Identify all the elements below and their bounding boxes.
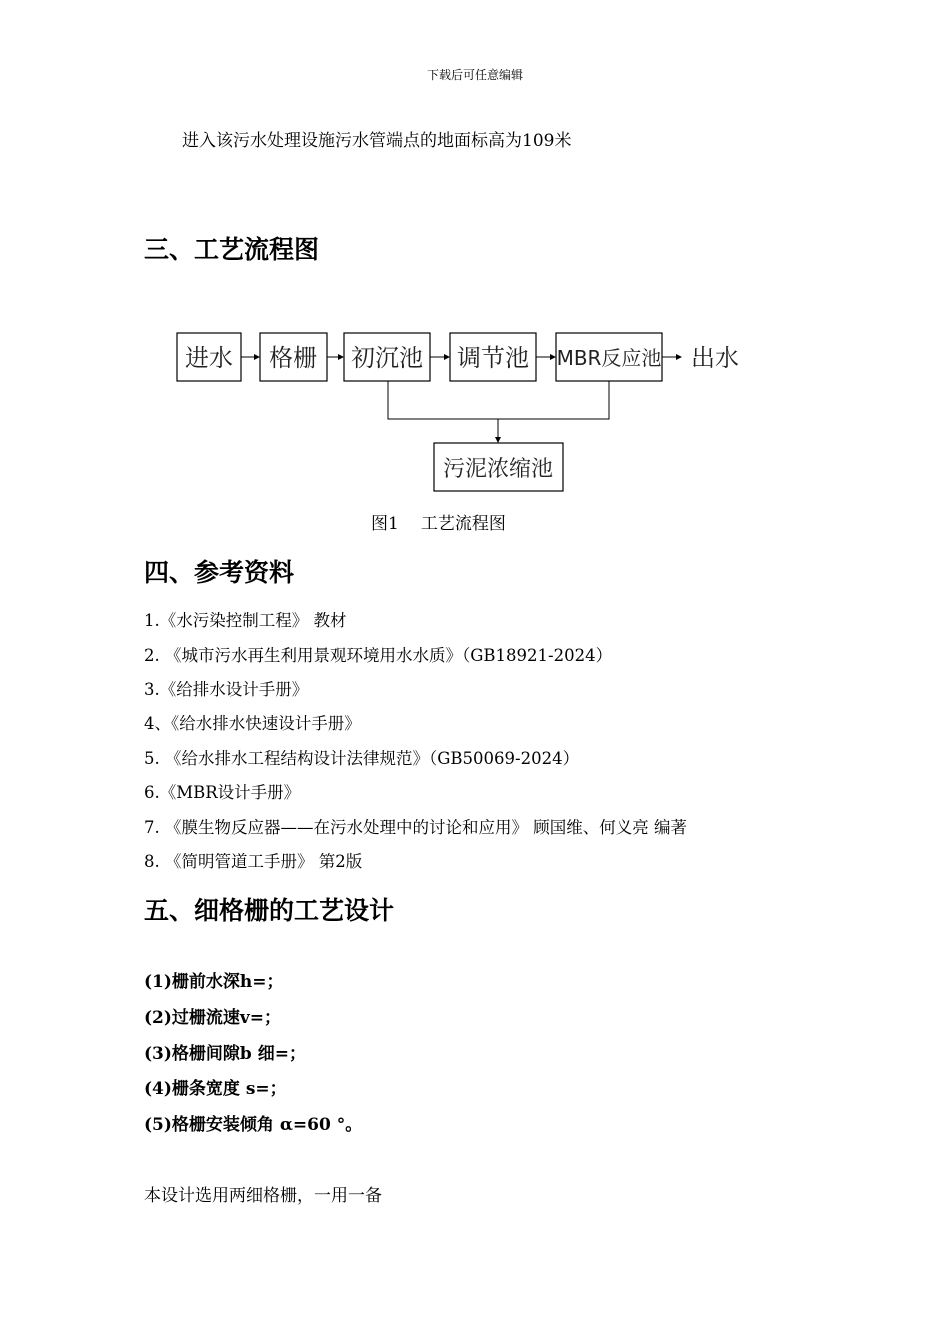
reference-item: 5. 《给水排水工程结构设计法律规范》（GB50069-2024） <box>144 749 580 768</box>
process-flow-diagram <box>160 320 780 500</box>
flow-label-outlet: 出水 <box>691 344 739 372</box>
reference-item: 1.《水污染控制工程》 教材 <box>144 611 347 630</box>
parameter-item: (3)格栅间隙b 细=； <box>144 1044 306 1064</box>
flow-label-mbr: MBR反应池 <box>556 346 662 370</box>
header-note: 下载后可任意编辑 <box>426 68 523 82</box>
reference-item: 4、《给水排水快速设计手册》 <box>144 714 361 733</box>
flow-label-sludge: 污泥浓缩池 <box>442 457 554 482</box>
parameter-item: (2)过栅流速v=； <box>144 1008 282 1028</box>
reference-item: 6.《MBR设计手册》 <box>144 783 301 802</box>
flow-label-inlet: 进水 <box>185 344 233 372</box>
figure-title: 工艺流程图 <box>420 514 506 534</box>
reference-item: 7. 《膜生物反应器——在污水处理中的讨论和应用》 顾国维、何义亮 编著 <box>144 818 687 837</box>
parameter-item: (1)栅前水深h=； <box>144 972 284 992</box>
flow-label-equalization: 调节池 <box>457 344 529 372</box>
section-heading-5: 五、细格栅的工艺设计 <box>144 896 395 925</box>
reference-item: 8. 《简明管道工手册》 第2版 <box>144 852 363 871</box>
figure-caption <box>371 509 506 534</box>
flow-label-primary: 初沉池 <box>351 344 423 372</box>
flow-label-screen: 格栅 <box>269 344 317 372</box>
section-heading-3: 三、工艺流程图 <box>144 235 320 264</box>
parameter-item: (5)格栅安装倾角 α=60 °。 <box>144 1115 363 1135</box>
reference-item: 2. 《城市污水再生利用景观环境用水水质》（GB18921-2024） <box>144 646 613 665</box>
sludge-collector-line <box>388 381 609 419</box>
reference-item: 3.《给排水设计手册》 <box>144 680 309 699</box>
parameter-item: (4)栅条宽度 s=； <box>144 1079 287 1099</box>
closing-line: 本设计选用两细格栅，一用一备 <box>144 1186 382 1206</box>
intro-line: 进入该污水处理设施污水管端点的地面标高为109米 <box>182 131 572 151</box>
section-heading-4: 四、参考资料 <box>144 558 295 587</box>
figure-number: 图1 <box>371 514 399 534</box>
